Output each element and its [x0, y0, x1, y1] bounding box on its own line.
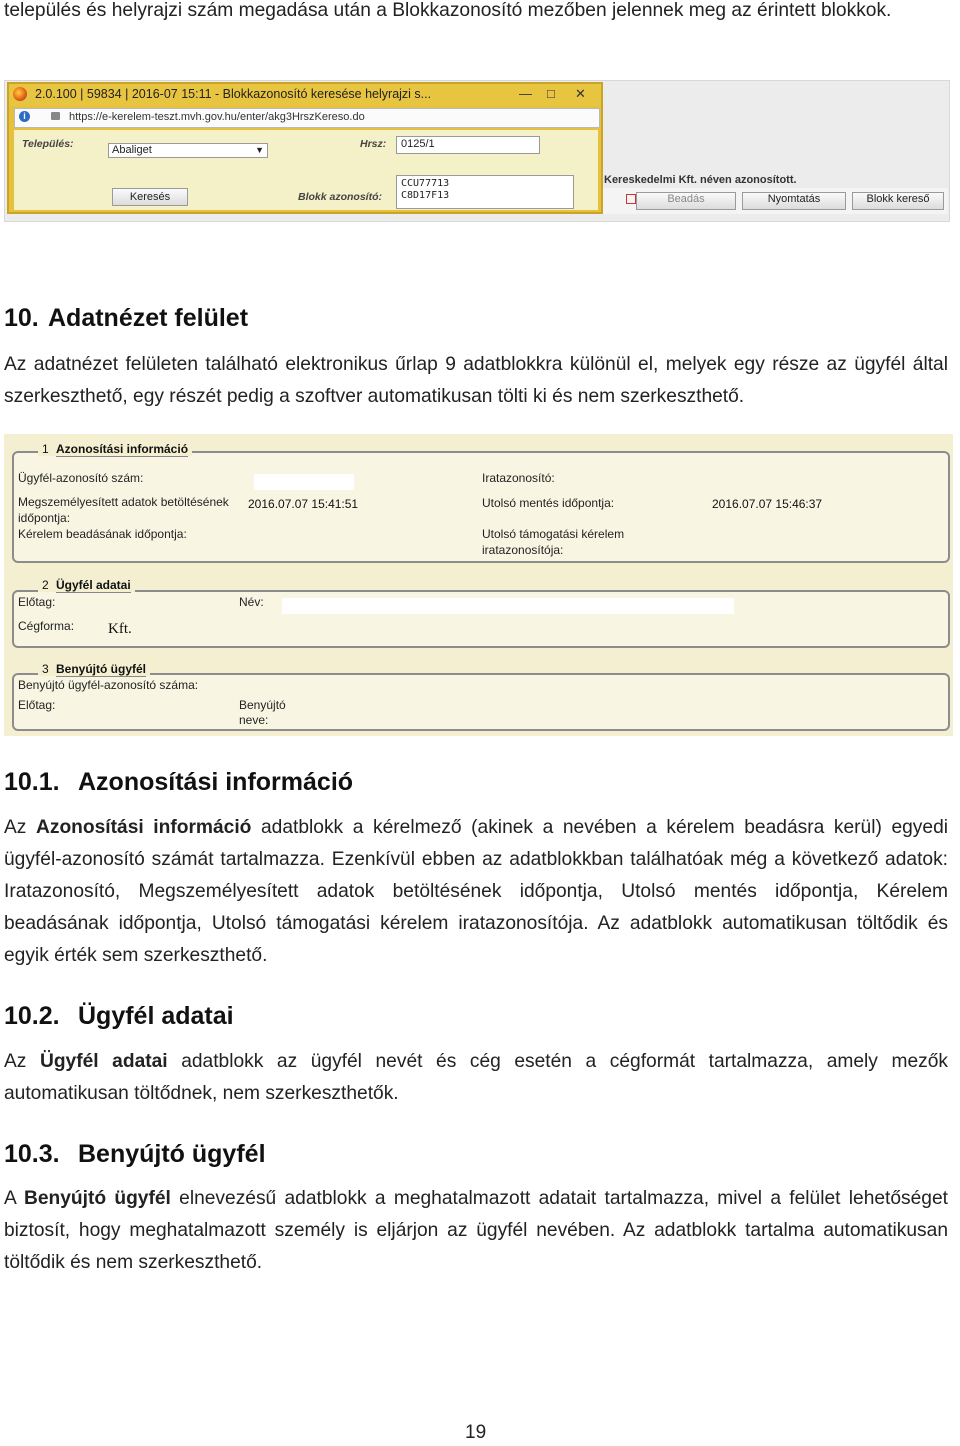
- block-number: 2: [42, 578, 49, 592]
- section-10-3-heading: [4, 1140, 266, 1169]
- body-text: Az: [4, 1051, 40, 1072]
- block-number: 1: [42, 442, 49, 456]
- blokk-azonosito-label: Blokk azonosító:: [298, 191, 383, 203]
- utolso-tamogatasi-label-2: iratazonosítója:: [482, 543, 564, 557]
- section-10-body: Az adatnézet felületen található elektronikus űrlap 9 adatblokkra különül el, melyek egy része az ügyfél által szerkeszthető, egy részét pedig a szoftver automatikusan tölti ki és nem szerkeszthető.: [4, 354, 948, 407]
- block-title: Ügyfél adatai: [56, 578, 131, 592]
- telepules-label: Település:: [22, 138, 74, 150]
- body-bold-text: Azonosítási információ: [36, 817, 252, 838]
- iratazonosito-label: Iratazonosító:: [482, 471, 555, 485]
- hrsz-label: Hrsz:: [360, 138, 387, 150]
- hrsz-input[interactable]: 0125/1: [396, 136, 540, 154]
- block-title: Azonosítási információ: [56, 442, 189, 456]
- blokk-item[interactable]: CCU77713: [401, 178, 450, 189]
- nev-label: Név:: [239, 595, 264, 609]
- body-bold-text: Ügyfél adatai: [39, 1051, 168, 1072]
- lock-icon: [51, 112, 60, 120]
- nev-value: [282, 598, 734, 614]
- utolso-mentes-label: Utolsó mentés időpontja:: [482, 496, 615, 510]
- section-10-1-body: [4, 812, 948, 972]
- elotag-label: Előtag:: [18, 595, 56, 609]
- section-title: Azonosítási információ: [78, 768, 354, 796]
- body-text: adatblokk a kérelmező (akinek a nevében a kérelem beadásra kerül) egyedi ügyfél-azonosító számát tartalmazza. Ezenkívül ebben az adatblokkban találhatóak még a következő adatok: Iratazonosító, Megszemélyesített adatok betöltésének időpontja, Utolsó mentés időpontja, Kérelem beadásának időpontja, Utolsó támogatási kérelem iratazonosítója. Az adatblokk automatikusan töltődik és egyik érték sem szerkeszthető.: [4, 817, 949, 966]
- section-number: 10.2.: [4, 1002, 60, 1030]
- popup-titlebar: [9, 84, 601, 106]
- background-status-text: Kereskedelmi Kft. néven azonosított.: [604, 174, 797, 186]
- kerelem-beadas-label: Kérelem beadásának időpontja:: [18, 527, 187, 541]
- intro-paragraph: település és helyrajzi szám megadása után a Blokkazonosító mezőben jelennek meg az érintett blokkok.: [4, 0, 892, 21]
- ugyfel-azonosito-value: [254, 474, 354, 490]
- section-title: Adatnézet felület: [48, 304, 249, 332]
- utolso-tamogatasi-label: Utolsó támogatási kérelem: [482, 527, 625, 541]
- benyujto-nev-label: Benyújtó: [239, 698, 286, 712]
- url-text: https://e-kerelem-teszt.mvh.gov.hu/enter/akg3HrszKereso.do: [69, 111, 365, 123]
- body-text: A: [4, 1188, 25, 1209]
- section-10-2-body: [4, 1046, 948, 1110]
- telepules-select[interactable]: [108, 143, 268, 158]
- section-10-heading: [4, 304, 248, 333]
- body-text: adatblokk az ügyfél nevét és cég esetén a cégformát tartalmazza, amely mezők automatikusan töltődnek, nem szerkeszthetők.: [4, 1051, 948, 1104]
- section-10-3-body: [4, 1183, 948, 1279]
- ugyfel-azonosito-label: Ügyfél-azonosító szám:: [18, 471, 144, 485]
- benyujto-azonosito-label: Benyújtó ügyfél-azonosító száma:: [18, 678, 199, 692]
- page-number: 19: [465, 1422, 487, 1443]
- section-title: Ügyfél adatai: [78, 1002, 234, 1030]
- section-10-2-heading: [4, 1002, 234, 1031]
- body-text: Az: [4, 817, 37, 838]
- warning-icon: [626, 194, 636, 204]
- utolso-mentes-value: 2016.07.07 15:46:37: [712, 497, 823, 511]
- kereses-button[interactable]: Keresés: [112, 188, 188, 206]
- section-10-1-heading: [4, 768, 353, 797]
- popup-title: 2.0.100 | 59834 | 2016-07 15:11 - Blokkazonosító keresése helyrajzi s...: [35, 87, 432, 101]
- cegforma-label: Cégforma:: [18, 619, 75, 633]
- benyujto-nev-label-2: neve:: [239, 713, 269, 727]
- beadas-button[interactable]: Beadás: [636, 192, 736, 210]
- block-title: Benyújtó ügyfél: [56, 662, 147, 676]
- block-1-legend: [38, 442, 192, 456]
- maximize-icon[interactable]: □: [547, 86, 555, 101]
- body-bold-text: Benyújtó ügyfél: [24, 1188, 171, 1209]
- nyomtatas-button[interactable]: Nyomtatás: [742, 192, 846, 210]
- body-text: elnevezésű adatblokk a meghatalmazott adatait tartalmazza, mivel a felület lehetőséget biztosít, hogy meghatalmazott személy is eljárjon az ügyfél nevében. Az adatblokk tartalma automatikusan töltődik és nem szerkeszthető.: [4, 1188, 948, 1273]
- blokk-kereso-button[interactable]: Blokk kereső: [852, 192, 944, 210]
- block-number: 3: [42, 662, 49, 676]
- info-icon[interactable]: i: [19, 111, 30, 122]
- url-bar[interactable]: [14, 108, 600, 128]
- benyujto-elotag-label: Előtag:: [18, 698, 56, 712]
- megszemelyesitett-label: Megszemélyesített adatok betöltésének: [18, 495, 229, 509]
- blokk-azonosito-list[interactable]: [396, 175, 574, 209]
- cegforma-value: Kft.: [108, 621, 132, 637]
- section-title: Benyújtó ügyfél: [78, 1140, 266, 1168]
- block-2-legend: [38, 578, 135, 592]
- minimize-icon[interactable]: —: [519, 86, 532, 101]
- close-icon[interactable]: ✕: [575, 86, 586, 101]
- section-number: 10.: [4, 304, 39, 332]
- telepules-value: Abaliget: [112, 144, 152, 156]
- megszemelyesitett-value: 2016.07.07 15:41:51: [248, 497, 359, 511]
- block-3-legend: [38, 662, 150, 676]
- firefox-icon: [13, 87, 27, 101]
- section-number: 10.3.: [4, 1140, 60, 1168]
- megszemelyesitett-label-2: időpontja:: [18, 511, 71, 525]
- section-number: 10.1.: [4, 768, 60, 796]
- chevron-down-icon: ▼: [255, 145, 264, 155]
- blokk-item[interactable]: C8D17F13: [401, 190, 450, 201]
